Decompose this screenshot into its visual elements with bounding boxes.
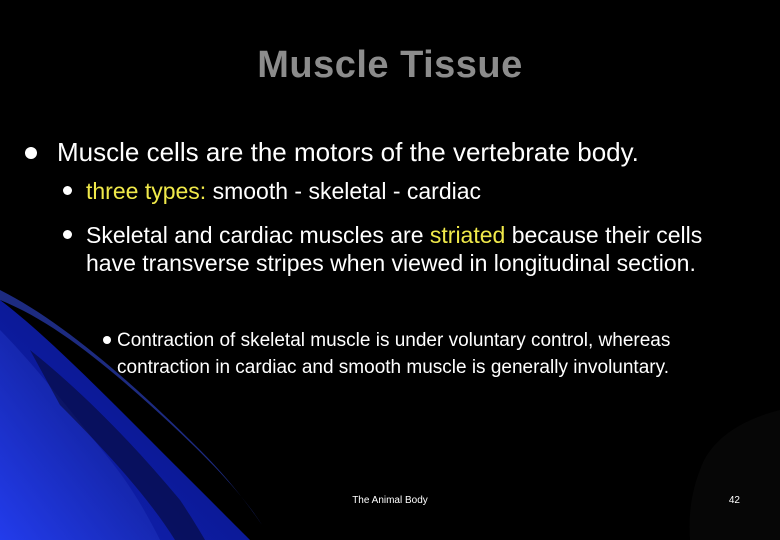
bullet-rest-text: smooth - skeletal - cardiac [206,178,482,204]
bullet-before-text: Skeletal and cardiac muscles are [86,222,430,248]
bullet-dot-icon [63,186,72,195]
page-number: 42 [728,495,740,506]
orb-glow [689,410,780,540]
bullet-dot-icon [25,147,37,159]
bullet-dot-icon [103,336,111,344]
bullet-text: Contraction of skeletal muscle is under voluntary control, whereas contraction in cardiac and smooth muscle is generally involuntary. [117,330,671,378]
bullet-after-text: because their cells have transverse stripes when viewed in longitudinal section. [86,222,703,276]
highlight-text: three types: [86,178,207,204]
bullet-text: Muscle cells are the motors of the vertebrate body. [57,137,639,167]
highlight-text: striated [429,222,506,248]
bullet-text [86,221,736,277]
footer-title: The Animal Body [352,495,428,506]
slide-title: Muscle Tissue [257,44,523,86]
bullet-text [86,177,736,205]
bullet-dot-icon [63,230,72,239]
